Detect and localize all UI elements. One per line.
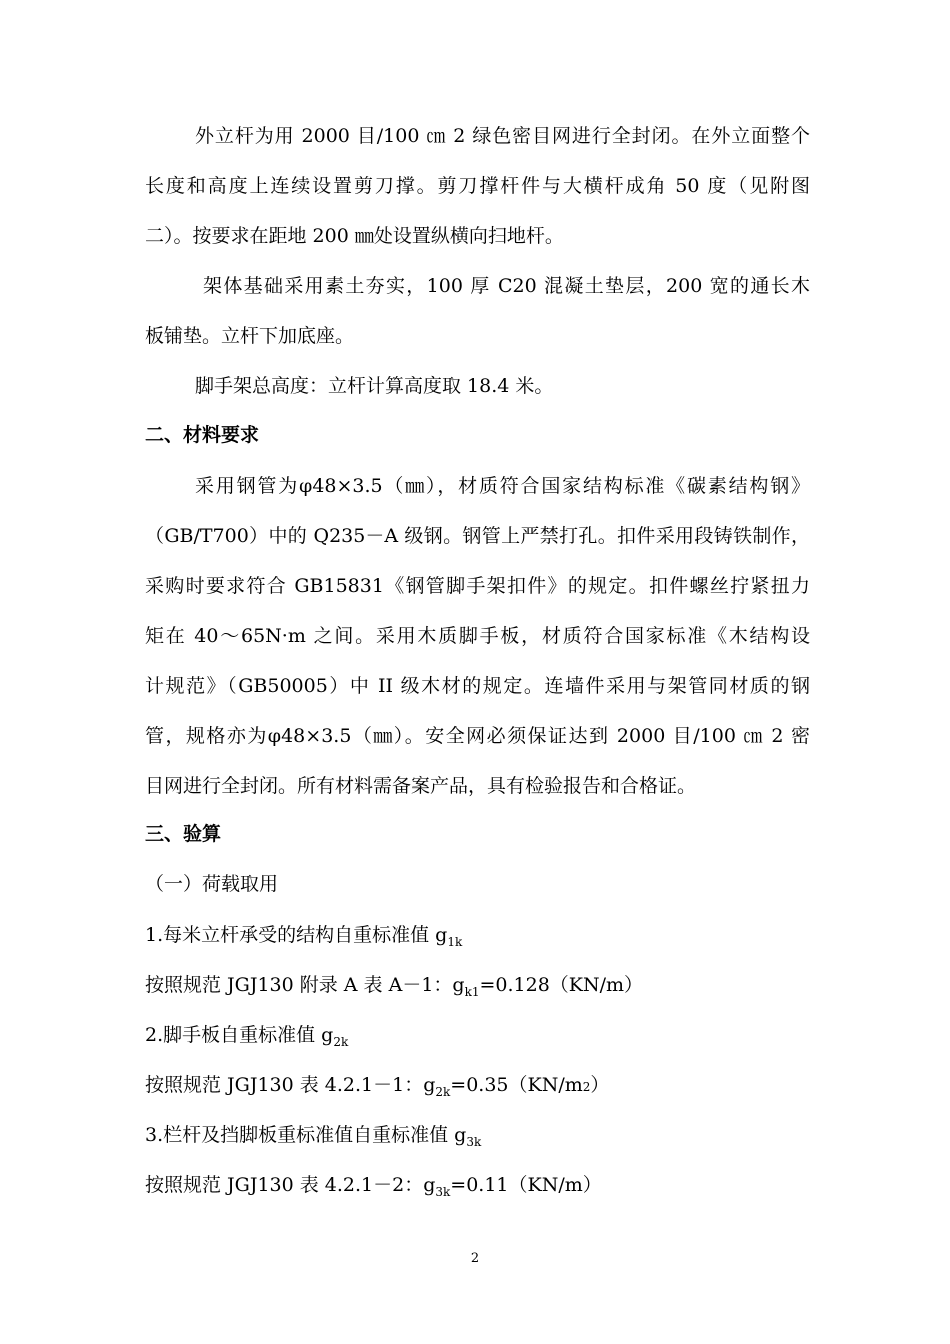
load-item-title: 2.脚手板自重标准值 $g_{2k}$	[145, 1024, 349, 1049]
load-item-title: 3.栏杆及挡脚板重标准值自重标准值 $g_{3k}$	[145, 1124, 482, 1149]
load-item-value: 按照规范 JGJ130 表 4.2.1－2：$g_{3k}=0.11(KN/m)$	[145, 1174, 602, 1199]
paragraph-line: 板铺垫。立杆下加底座。	[145, 325, 355, 347]
paragraph-line: 采购时要求符合 GB15831《钢管脚手架扣件》的规定。扣件螺丝拧紧扭力	[145, 575, 810, 597]
load-item-value: 按照规范 JGJ130 附录 A 表 A－1：$g_{k1}=0.128(KN/m)$	[145, 974, 644, 999]
section-heading: 二、材料要求	[145, 424, 260, 446]
paragraph-line: 目网进行全封闭。所有材料需备案产品，具有检验报告和合格证。	[145, 775, 697, 797]
paragraph-line: 长度和高度上连续设置剪刀撑。剪刀撑杆件与大横杆成角 50 度（见附图	[145, 175, 810, 197]
paragraph-line: （GB/T700）中的 Q235－A 级钢。钢管上严禁打孔。扣件采用段铸铁制作，	[145, 525, 810, 547]
paragraph-line: 外立杆为用 2000 目/100 ㎝ 2 绿色密目网进行全封闭。在外立面整个	[195, 125, 810, 147]
paragraph-line: 采用钢管为φ48×3.5（㎜），材质符合国家结构标准《碳素结构钢》	[195, 475, 810, 497]
subsection-heading: （一）荷载取用	[145, 873, 279, 895]
paragraph-line: 二）。按要求在距地 200 ㎜处设置纵横向扫地杆。	[145, 225, 564, 247]
load-item-value: 按照规范 JGJ130 表 4.2.1－1：$g_{2k}=0.35(KN/m2)$	[145, 1074, 610, 1099]
page-number: 2	[470, 1251, 480, 1266]
paragraph-line: 矩在 40～65N·m 之间。采用木质脚手板，材质符合国家标准《木结构设	[145, 625, 810, 647]
paragraph-line: 脚手架总高度：立杆计算高度取 18.4 米。	[195, 375, 554, 397]
paragraph-line: 架体基础采用素土夯实，100 厚 C20 混凝土垫层，200 宽的通长木	[203, 275, 810, 297]
section-heading: 三、验算	[145, 823, 222, 845]
load-item-title: 1.每米立杆承受的结构自重标准值 $g_{1k}$	[145, 924, 463, 949]
paragraph-line: 计规范》（GB50005）中 II 级木材的规定。连墙件采用与架管同材质的钢	[145, 675, 810, 697]
paragraph-line: 管，规格亦为φ48×3.5（㎜）。安全网必须保证达到 2000 目/100 ㎝ 2 密	[145, 725, 810, 747]
